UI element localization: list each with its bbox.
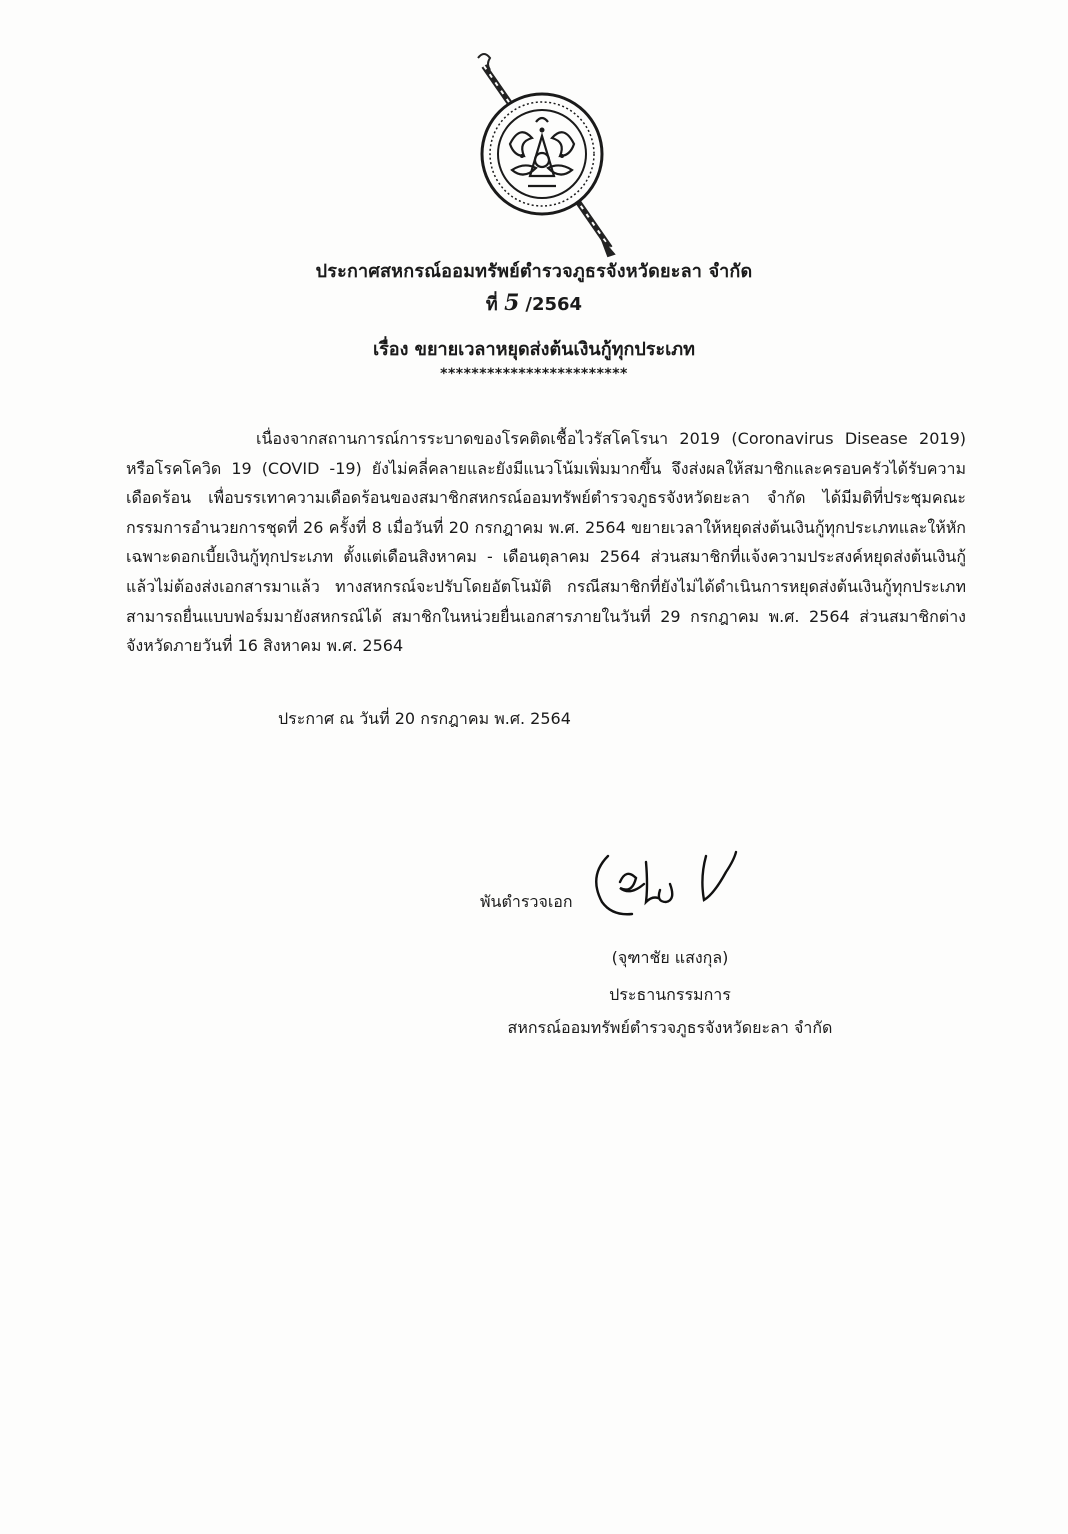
signatory-organization: สหกรณ์ออมทรัพย์ตำรวจภูธรจังหวัดยะลา จำกัด bbox=[507, 1018, 833, 1037]
body-paragraph: เนื่องจากสถานการณ์การระบาดของโรคติดเชื้อไวรัสโคโรนา 2019 (Coronavirus Disease 2019) หรือโรคโควิด 19 (COVID -19) ยังไม่คลี่คลายและยังมีแนวโน้มเพิ่มมากขึ้น จึงส่งผลให้สมาชิกและครอบครัวได้รับความเดือดร้อน เพื่อบรรเทาความเดือดร้อนของสมาชิกสหกรณ์ออมทรัพย์ตำรวจภูธรจังหวัดยะลา จำกัด ได้มีมติที่ประชุมคณะกรรมการอำนวยการชุดที่ 26 ครั้งที่ 8 เมื่อวันที่ 20 กรกฎาคม พ.ศ. 2564 ขยายเวลาให้หยุดส่งต้นเงินกู้ทุกประเภทและให้หักเฉพาะดอกเบี้ยเงินกู้ทุกประเภท ตั้งแต่เดือนสิงหาคม - เดือนตุลาคม 2564 ส่วนสมาชิกที่แจ้งความประสงค์หยุดส่งต้นเงินกู้แล้วไม่ต้องส่งเอกสารมาแล้ว ทางสหกรณ์จะปรับโดยอัตโนมัติ กรณีสมาชิกที่ยังไม่ได้ดำเนินการหยุดส่งต้นเงินกู้ทุกประเภท สามารถยื่นแบบฟอร์มมายังสหกรณ์ได้ สมาชิกในหน่วยยื่นเอกสารภายในวันที่ 29 กรกฎาคม พ.ศ. 2564 ส่วนสมาชิกต่างจังหวัดภายวันที่ 16 สิงหาคม พ.ศ. 2564 bbox=[126, 429, 966, 656]
police-emblem-icon bbox=[470, 48, 620, 260]
announcement-title: ประกาศสหกรณ์ออมทรัพย์ตำรวจภูธรจังหวัดยะลา จำกัด bbox=[315, 261, 753, 282]
number-prefix: ที่ bbox=[485, 294, 498, 315]
handwritten-signature-icon bbox=[586, 842, 766, 922]
handwritten-number: 5 bbox=[504, 290, 520, 316]
separator-stars: ************************ bbox=[440, 366, 628, 382]
signatory-rank: พันตำรวจเอก bbox=[480, 892, 573, 911]
signatory-position: ประธานกรรมการ bbox=[609, 985, 731, 1004]
announcement-date: ประกาศ ณ วันที่ 20 กรกฎาคม พ.ศ. 2564 bbox=[278, 709, 571, 728]
signatory-name: (จุฑาชัย แสงกุล) bbox=[611, 948, 729, 967]
announcement-subject: เรื่อง ขยายเวลาหยุดส่งต้นเงินกู้ทุกประเภท bbox=[372, 339, 695, 360]
announcement-number bbox=[0, 289, 1068, 318]
number-suffix: /2564 bbox=[525, 294, 583, 315]
